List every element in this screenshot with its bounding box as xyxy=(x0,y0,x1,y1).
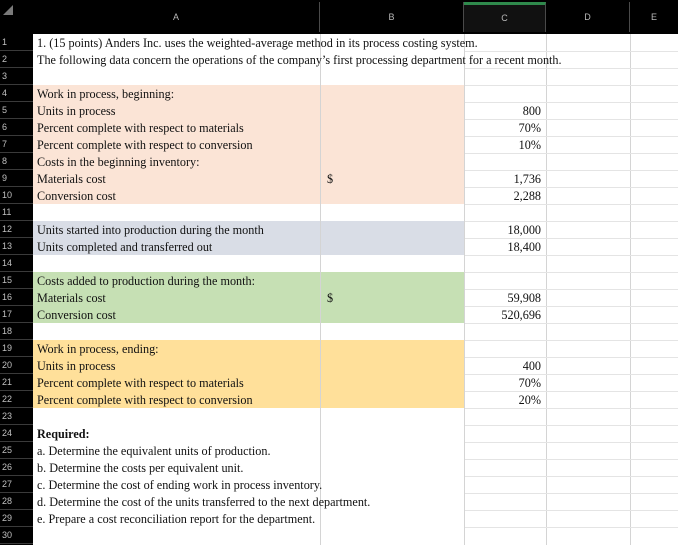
row-header[interactable]: 29 xyxy=(0,510,33,527)
select-all-triangle-icon xyxy=(3,5,13,15)
row-header[interactable]: 22 xyxy=(0,391,33,408)
beginning-dollar-sign: $ xyxy=(327,172,334,186)
grid-line xyxy=(465,527,678,528)
row-header[interactable]: 19 xyxy=(0,340,33,357)
ending-conversion-pct-label[interactable]: Percent complete with respect to conversion xyxy=(37,393,253,407)
beginning-conversion-cost-value[interactable]: 2,288 xyxy=(513,189,541,203)
grid-line xyxy=(465,493,678,494)
units-completed-label[interactable]: Units completed and transferred out xyxy=(37,240,213,254)
beginning-materials-cost-label[interactable]: Materials cost xyxy=(37,172,106,186)
beginning-heading[interactable]: Work in process, beginning: xyxy=(37,87,175,101)
added-heading[interactable]: Costs added to production during the month: xyxy=(37,274,256,288)
beginning-units-label[interactable]: Units in process xyxy=(37,104,116,118)
row-header[interactable]: 26 xyxy=(0,459,33,476)
row-header[interactable]: 21 xyxy=(0,374,33,391)
added-materials-label[interactable]: Materials cost xyxy=(37,291,106,305)
row-header[interactable]: 7 xyxy=(0,136,33,153)
row-header[interactable]: 9 xyxy=(0,170,33,187)
ending-units-label[interactable]: Units in process xyxy=(37,359,116,373)
required-heading[interactable]: Required: xyxy=(37,427,90,441)
grid-line xyxy=(465,425,678,426)
beginning-materials-pct-label[interactable]: Percent complete with respect to materials xyxy=(37,121,244,135)
grid-line xyxy=(465,459,678,460)
required-item-b[interactable]: b. Determine the costs per equivalent unit. xyxy=(37,461,244,475)
ending-units-value[interactable]: 400 xyxy=(522,359,541,373)
row-header[interactable]: 30 xyxy=(0,527,33,544)
row-header[interactable]: 20 xyxy=(0,357,33,374)
units-started-value[interactable]: 18,000 xyxy=(507,223,541,237)
sheet-grid[interactable] xyxy=(33,34,678,545)
row-header[interactable]: 25 xyxy=(0,442,33,459)
row-header[interactable]: 12 xyxy=(0,221,33,238)
grid-line xyxy=(465,272,678,273)
row-header[interactable]: 27 xyxy=(0,476,33,493)
row-header[interactable]: 14 xyxy=(0,255,33,272)
column-header-e[interactable]: E xyxy=(630,2,678,32)
row-header[interactable]: 10 xyxy=(0,187,33,204)
grid-line xyxy=(465,476,678,477)
problem-line-1[interactable]: 1. (15 points) Anders Inc. uses the weighted-average method in its process costing system. xyxy=(37,36,478,50)
beginning-units-value[interactable]: 800 xyxy=(522,104,541,118)
units-completed-value[interactable]: 18,400 xyxy=(507,240,541,254)
row-header[interactable]: 6 xyxy=(0,119,33,136)
required-item-c[interactable]: c. Determine the cost of ending work in process inventory. xyxy=(37,478,323,492)
row-header[interactable]: 18 xyxy=(0,323,33,340)
row-header[interactable]: 15 xyxy=(0,272,33,289)
added-materials-value[interactable]: 59,908 xyxy=(507,291,541,305)
column-header-a[interactable]: A xyxy=(33,2,320,32)
grid-line xyxy=(320,34,321,545)
row-header[interactable]: 5 xyxy=(0,102,33,119)
row-header[interactable]: 17 xyxy=(0,306,33,323)
beginning-materials-cost-value[interactable]: 1,736 xyxy=(513,172,541,186)
required-item-a[interactable]: a. Determine the equivalent units of production. xyxy=(37,444,271,458)
beginning-costs-heading[interactable]: Costs in the beginning inventory: xyxy=(37,155,200,169)
row-header[interactable]: 28 xyxy=(0,493,33,510)
grid-line xyxy=(465,340,678,341)
column-header-b[interactable]: B xyxy=(320,2,464,32)
select-all-corner[interactable] xyxy=(0,0,33,34)
column-header-bar xyxy=(0,0,678,34)
added-conversion-value[interactable]: 520,696 xyxy=(501,308,541,322)
row-header-bar xyxy=(0,34,33,545)
beginning-conversion-pct-label[interactable]: Percent complete with respect to conversion xyxy=(37,138,253,152)
beginning-materials-pct-value[interactable]: 70% xyxy=(518,121,541,135)
row-header[interactable]: 11 xyxy=(0,204,33,221)
added-dollar-sign: $ xyxy=(327,291,334,305)
row-header[interactable]: 16 xyxy=(0,289,33,306)
column-header-d[interactable]: D xyxy=(546,2,630,32)
added-conversion-label[interactable]: Conversion cost xyxy=(37,308,116,322)
row-header[interactable]: 3 xyxy=(0,68,33,85)
required-item-e[interactable]: e. Prepare a cost reconciliation report for the department. xyxy=(37,512,316,526)
row-header[interactable]: 23 xyxy=(0,408,33,425)
ending-materials-pct-label[interactable]: Percent complete with respect to materials xyxy=(37,376,244,390)
grid-line xyxy=(465,85,678,86)
row-header[interactable]: 8 xyxy=(0,153,33,170)
row-header[interactable]: 1 xyxy=(0,34,33,51)
beginning-conversion-pct-value[interactable]: 10% xyxy=(518,138,541,152)
grid-line xyxy=(465,442,678,443)
beginning-conversion-cost-label[interactable]: Conversion cost xyxy=(37,189,116,203)
problem-line-2[interactable]: The following data concern the operations of the company’s first processing department for a recent month. xyxy=(37,53,562,67)
ending-conversion-pct-value[interactable]: 20% xyxy=(518,393,541,407)
grid-line xyxy=(465,510,678,511)
ending-heading[interactable]: Work in process, ending: xyxy=(37,342,159,356)
column-header-c[interactable]: C xyxy=(464,2,546,32)
units-started-label[interactable]: Units started into production during the month xyxy=(37,223,264,237)
row-header[interactable]: 13 xyxy=(0,238,33,255)
row-header[interactable]: 4 xyxy=(0,85,33,102)
row-header[interactable]: 24 xyxy=(0,425,33,442)
row-header[interactable]: 2 xyxy=(0,51,33,68)
ending-materials-pct-value[interactable]: 70% xyxy=(518,376,541,390)
required-item-d[interactable]: d. Determine the cost of the units transferred to the next department. xyxy=(37,495,371,509)
